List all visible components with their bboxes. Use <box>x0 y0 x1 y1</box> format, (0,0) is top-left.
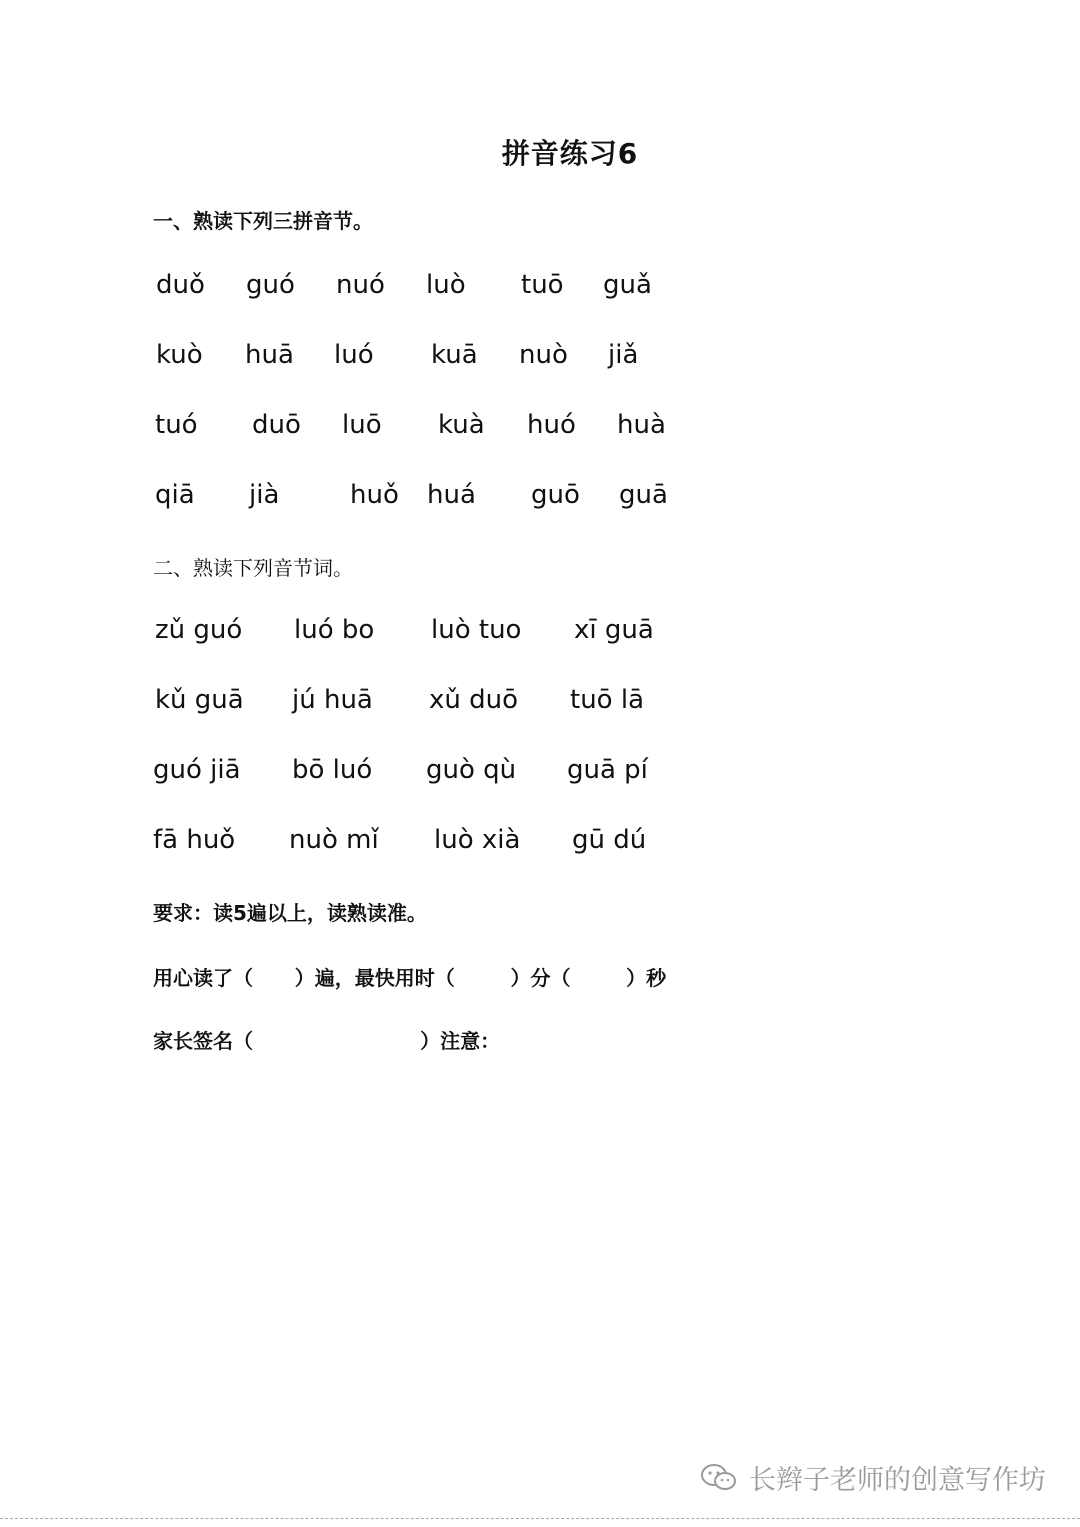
syllable: tuō <box>521 270 564 300</box>
word: tuō lā <box>570 685 645 715</box>
syllable: luō <box>342 410 382 440</box>
syllable: luò <box>426 270 466 300</box>
word: luò tuo <box>431 615 522 645</box>
watermark <box>699 1458 1046 1497</box>
section2-row <box>0 615 1080 655</box>
section2-row <box>0 685 1080 725</box>
syllable: tuó <box>155 410 198 440</box>
syllable: jiǎ <box>608 340 639 370</box>
syllable: guǎ <box>603 270 652 300</box>
requirement-note: 要求：读5遍以上，读熟读准。 <box>153 901 427 925</box>
section2-row <box>0 825 1080 865</box>
word: jú huā <box>292 685 373 715</box>
page-title: 拼音练习6 <box>501 137 639 170</box>
section1-row <box>0 410 1080 450</box>
section1-heading: 一、熟读下列三拼音节。 <box>153 209 373 233</box>
word: guó jiā <box>153 755 241 785</box>
syllable: huā <box>245 340 294 370</box>
syllable: duǒ <box>156 270 205 300</box>
word: xǔ duō <box>429 685 519 715</box>
word: luó bo <box>294 615 375 645</box>
syllable: duō <box>252 410 301 440</box>
section2-row <box>0 755 1080 795</box>
reading-log: 用心读了（ ）遍，最快用时（ ）分（ ）秒 <box>153 966 667 990</box>
syllable: huǒ <box>350 480 399 510</box>
syllable: jià <box>249 480 280 510</box>
syllable: luó <box>334 340 374 370</box>
section2-heading: 二、熟读下列音节词。 <box>153 556 353 580</box>
syllable: kuā <box>431 340 478 370</box>
syllable: huó <box>527 410 576 440</box>
section1-row <box>0 340 1080 380</box>
word: bō luó <box>292 755 373 785</box>
word: gū dú <box>572 825 647 855</box>
syllable: nuò <box>519 340 568 370</box>
syllable: kuà <box>438 410 485 440</box>
section1-row <box>0 480 1080 520</box>
syllable: guā <box>619 480 668 510</box>
word: luò xià <box>434 825 521 855</box>
scan-edge-line <box>0 1518 1080 1520</box>
word: guā pí <box>567 755 648 785</box>
word: xī guā <box>574 615 654 645</box>
word: zǔ guó <box>155 615 243 645</box>
syllable: kuò <box>156 340 203 370</box>
parent-signature: 家长签名（ ）注意： <box>153 1029 501 1053</box>
syllable: guō <box>531 480 580 510</box>
syllable: huà <box>617 410 666 440</box>
word: fā huǒ <box>153 825 236 855</box>
section1-row <box>0 270 1080 310</box>
syllable: guó <box>246 270 295 300</box>
watermark-text: 长辫子老师的创意写作坊 <box>749 1465 1046 1496</box>
syllable: qiā <box>155 480 195 510</box>
word: guò qù <box>426 755 517 785</box>
wechat-icon <box>699 1462 739 1494</box>
word: kǔ guā <box>155 685 244 715</box>
syllable: huá <box>427 480 476 510</box>
word: nuò mǐ <box>289 825 379 855</box>
syllable: nuó <box>336 270 385 300</box>
